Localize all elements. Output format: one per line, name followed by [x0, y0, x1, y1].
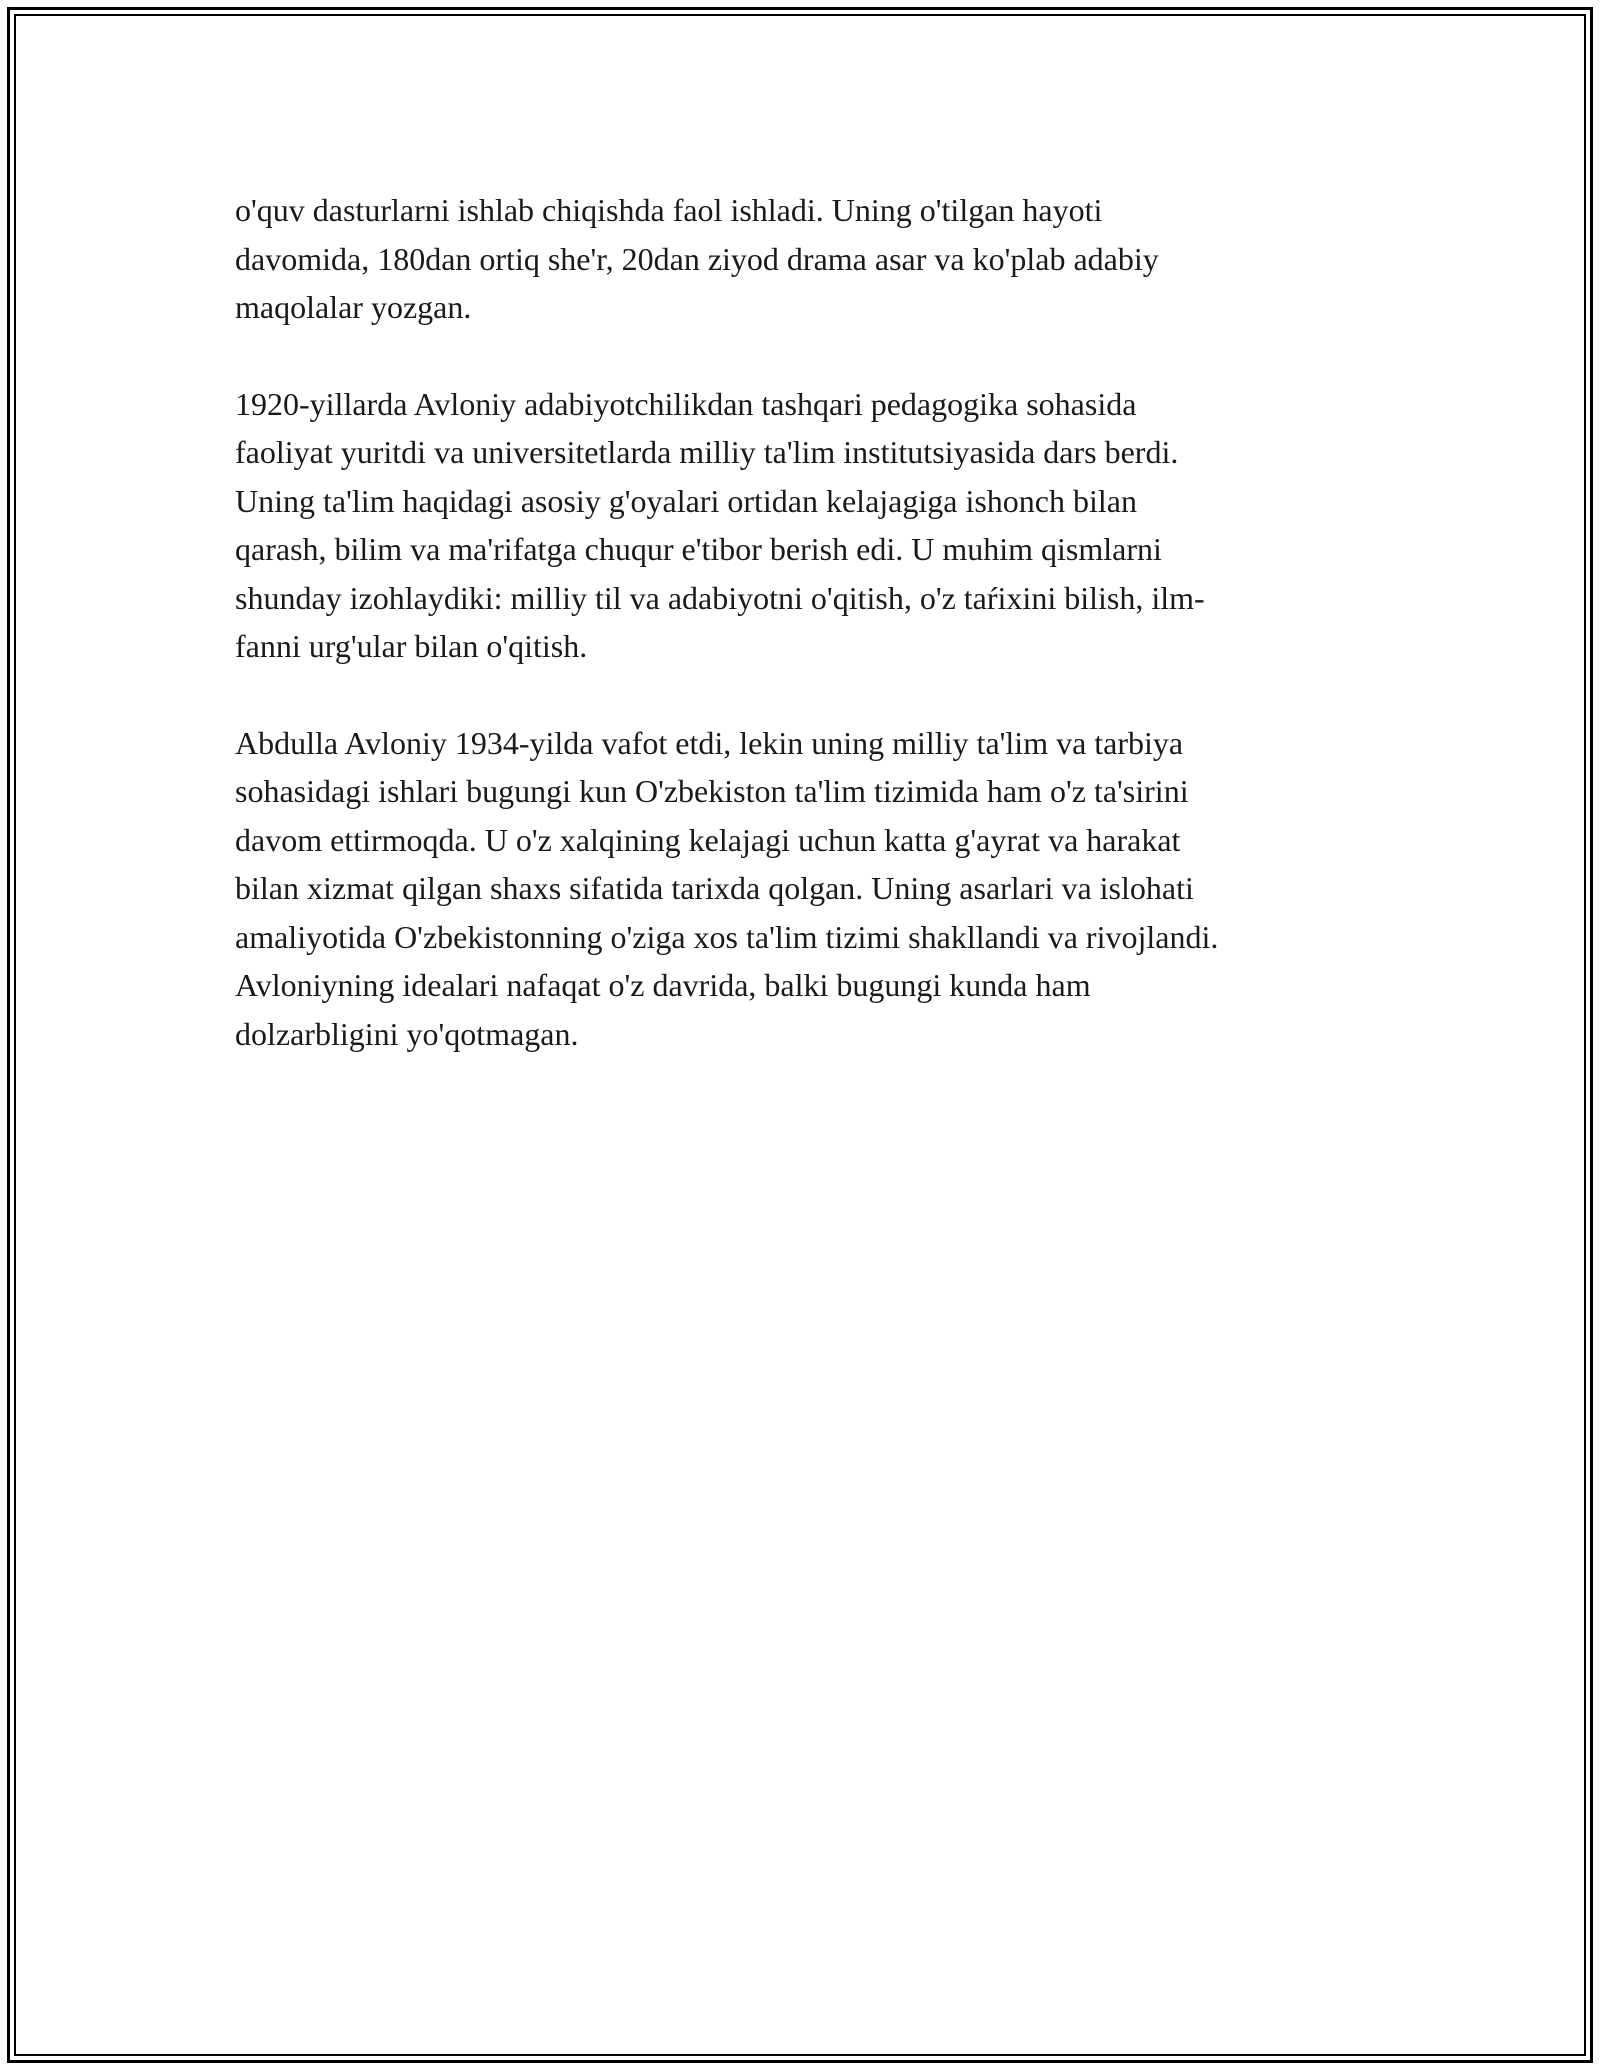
- text-line: o'quv dasturlarni ishlab chiqishda faol ishladi. Uning o'tilgan hayoti: [235, 192, 1103, 228]
- text-line: davomida, 180dan ortiq she'r, 20dan ziyod drama asar va ko'plab adabiy: [235, 240, 1159, 277]
- text-line: shunday izohlaydiki: milliy til va adabiyotni o'qitish, o'z taŕixini bilish, ilm-: [235, 579, 1205, 616]
- paragraph-1: [235, 186, 1365, 332]
- text-line: dolzarbligini yo'qotmagan.: [235, 1015, 579, 1052]
- text-line: maqolalar yozgan.: [235, 289, 472, 325]
- text-line: 1920-yillarda Avloniy adabiyotchilikdan tashqari pedagogika sohasida: [235, 385, 1137, 422]
- text-line: Uning ta'lim haqidagi asosiy g'oyalari ortidan kelajagiga ishonch bilan: [235, 482, 1137, 519]
- text-line: bilan xizmat qilgan shaxs sifatida tarixda qolgan. Uning asarlari va islohati: [235, 870, 1194, 906]
- text-line: davom ettirmoqda. U o'z xalqining kelajagi uchun katta g'ayrat va harakat: [235, 821, 1181, 858]
- text-line: Avloniyning idealari nafaqat o'z davrida, balki bugungi kunda ham: [235, 967, 1091, 1003]
- paragraph-2: [235, 380, 1365, 671]
- paragraph-3: [235, 719, 1365, 1059]
- text-line: Abdulla Avloniy 1934-yilda vafot etdi, lekin uning milliy ta'lim va tarbiya: [235, 724, 1184, 761]
- text-line: amaliyotida O'zbekistonning o'ziga xos ta'lim tizimi shakllandi va rivojlandi.: [235, 918, 1219, 955]
- text-line: sohasidagi ishlari bugungi kun O'zbekiston ta'lim tizimida ham o'z ta'sirini: [235, 773, 1189, 809]
- text-line: faoliyat yuritdi va universitetlarda milliy ta'lim institutsiyasida dars berdi.: [235, 434, 1179, 470]
- document-body: [235, 186, 1365, 1106]
- text-line: qarash, bilim va ma'rifatga chuqur e'tibor berish edi. U muhim qismlarni: [235, 531, 1162, 567]
- text-line: fanni urg'ular bilan o'qitish.: [235, 628, 588, 664]
